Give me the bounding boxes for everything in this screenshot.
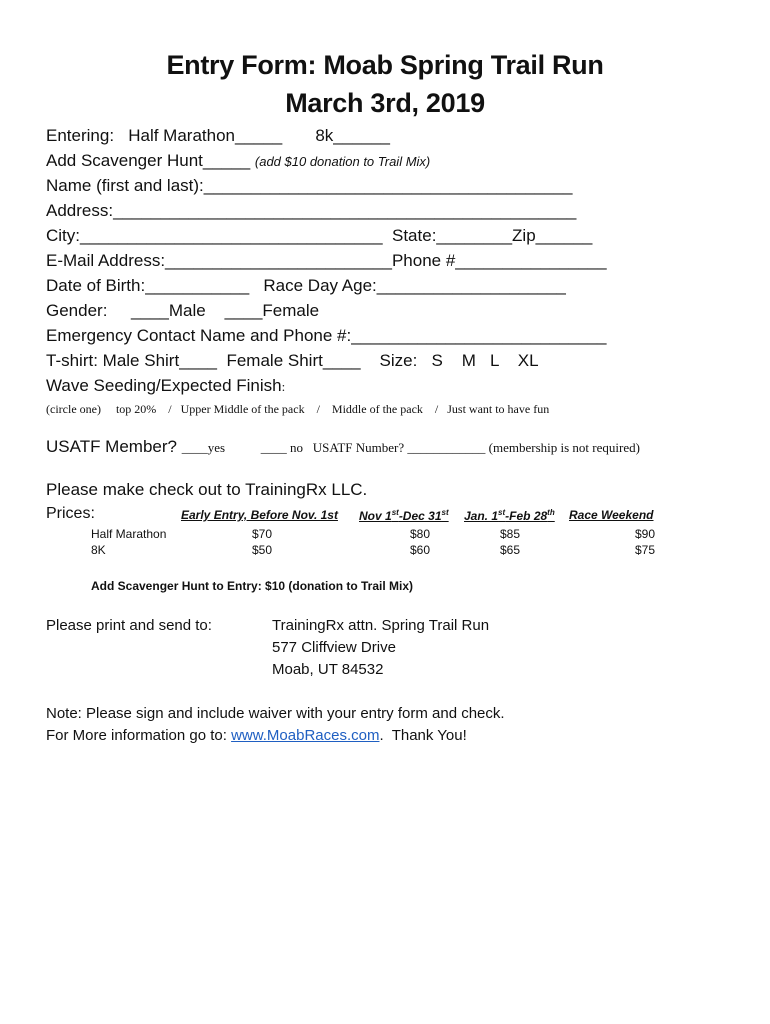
price-row-label: Half Marathon xyxy=(91,527,167,541)
address-line: Address:_________________________________________________ xyxy=(46,201,577,220)
note-more-info-prefix: For More information go to: xyxy=(46,727,232,744)
form-date: March 3rd, 2019 xyxy=(285,88,485,118)
price-header-nov-sup1: st xyxy=(391,508,399,517)
prices-label: Prices: xyxy=(46,505,95,522)
wave-options: (circle one) top 20% / Upper Middle of the pack / Middle of the pack / Just want to have fun xyxy=(46,402,550,416)
price-cell: $50 xyxy=(251,543,272,557)
tshirt-line: T-shirt: Male Shirt____ Female Shirt____ Size: S M L XL xyxy=(46,351,539,370)
price-cell: $80 xyxy=(409,527,430,541)
mail-address-line2: 577 Cliffview Drive xyxy=(272,639,396,656)
price-header-nov-b: -Dec 31 xyxy=(398,509,442,523)
city-line: City:________________________________ State:________Zip______ xyxy=(46,226,593,245)
price-header-nov xyxy=(359,508,449,523)
price-cell: $60 xyxy=(409,543,430,557)
gender-line: Gender: ____Male ____Female xyxy=(46,301,320,320)
price-header-early: Early Entry, Before Nov. 1st xyxy=(181,508,338,522)
note-more-info-suffix: . Thank You! xyxy=(379,727,467,744)
price-header-nov-a: Nov 1 xyxy=(359,509,392,523)
usatf-label: USATF Member? xyxy=(46,437,182,456)
note-waiver: Note: Please sign and include waiver with your entry form and check. xyxy=(46,705,505,722)
moabraces-link[interactable]: www.MoabRaces.com xyxy=(231,727,380,744)
usatf-details: ____yes ____ no USATF Number? ____________ (membership is not required) xyxy=(181,440,640,455)
wave-colon: : xyxy=(281,379,286,394)
price-header-jan-a: Jan. 1 xyxy=(464,509,499,523)
email-line: E-Mail Address:________________________Phone #________________ xyxy=(46,251,607,270)
mail-address-line1: TrainingRx attn. Spring Trail Run xyxy=(272,617,490,634)
price-header-nov-sup2: st xyxy=(441,508,449,517)
price-cell: $70 xyxy=(251,527,272,541)
price-header-jan-b: -Feb 28 xyxy=(505,509,548,523)
usatf-line xyxy=(46,437,640,457)
price-cell: $90 xyxy=(634,527,655,541)
wave-label: Wave Seeding/Expected Finish xyxy=(46,376,282,395)
price-header-jan-sup1: st xyxy=(498,508,506,517)
wave-line xyxy=(46,376,285,396)
emergency-line: Emergency Contact Name and Phone #:___________________________ xyxy=(46,326,607,345)
note-more-info xyxy=(46,727,467,744)
price-cell: $65 xyxy=(499,543,520,557)
price-header-jan xyxy=(464,508,555,523)
mail-label: Please print and send to: xyxy=(46,617,212,634)
check-line: Please make check out to TrainingRx LLC. xyxy=(46,480,368,499)
price-cell: $85 xyxy=(499,527,520,541)
mail-address-line3: Moab, UT 84532 xyxy=(272,661,384,678)
scavenger-add-note: Add Scavenger Hunt to Entry: $10 (donation to Trail Mix) xyxy=(91,579,414,593)
dob-line: Date of Birth:___________ Race Day Age:____________________ xyxy=(46,276,566,295)
price-header-jan-sup2: th xyxy=(547,508,555,517)
scavenger-note: (add $10 donation to Trail Mix) xyxy=(254,154,431,169)
scavenger-label: Add Scavenger Hunt_____ xyxy=(46,151,251,170)
entering-line: Entering: Half Marathon_____ 8k______ xyxy=(46,126,391,145)
price-header-race: Race Weekend xyxy=(569,508,654,522)
price-cell: $75 xyxy=(634,543,655,557)
price-row-label: 8K xyxy=(91,543,106,557)
form-title: Entry Form: Moab Spring Trail Run xyxy=(166,50,604,80)
scavenger-line xyxy=(46,151,430,171)
name-line: Name (first and last):_______________________________________ xyxy=(46,176,573,195)
